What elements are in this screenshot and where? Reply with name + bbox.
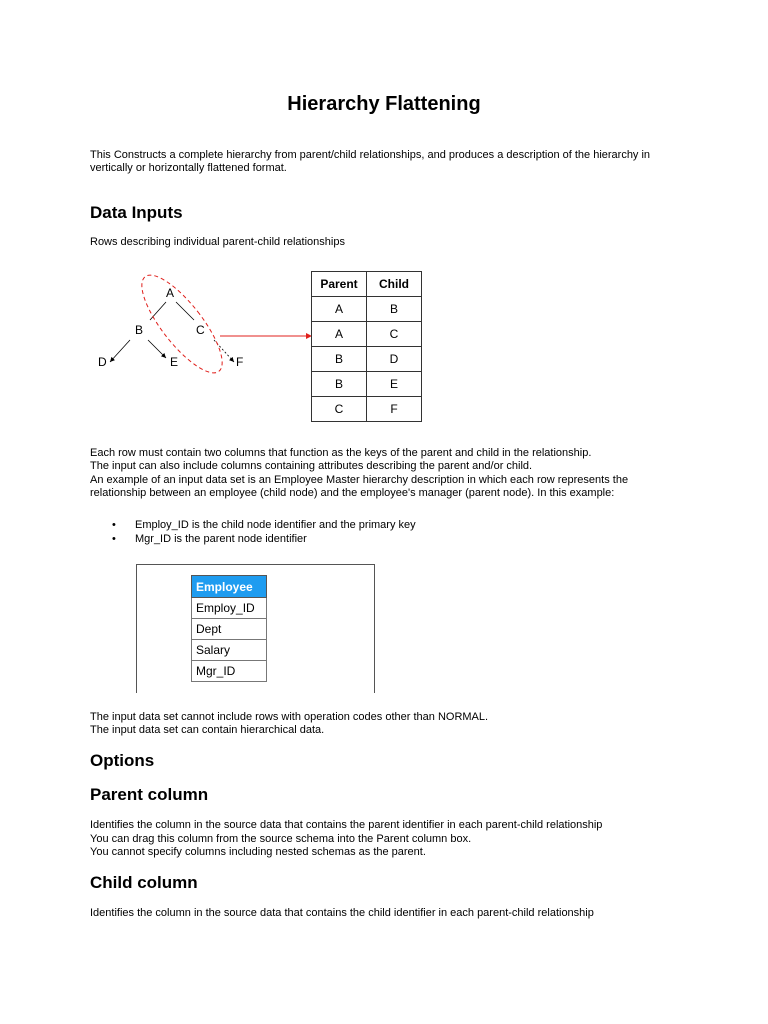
tree-node-f: F	[236, 355, 244, 369]
edge-b-d	[110, 340, 130, 362]
cell-parent: B	[312, 347, 367, 372]
page-title: Hierarchy Flattening	[287, 93, 481, 115]
para-line-3: An example of an input data set is an Employee Master hierarchy description in which each row represents the	[90, 474, 629, 486]
intro-line-1: This Constructs a complete hierarchy from parent/child relationships, and produces a description of the hierarchy in	[90, 149, 651, 161]
tree-node-d: D	[98, 355, 107, 369]
rows-description: Rows describing individual parent-child relationships	[90, 236, 345, 248]
parent-line-1: Identifies the column in the source data that contains the parent identifier in each parent-child relationship	[90, 819, 603, 831]
edge-b-e	[148, 340, 166, 358]
list-item: • Mgr_ID is the parent node identifier	[112, 532, 416, 546]
table-row	[312, 347, 422, 372]
table-row	[312, 372, 422, 397]
employee-table	[191, 575, 267, 682]
para-line-1: Each row must contain two columns that function as the keys of the parent and child in the relationship.	[90, 447, 592, 459]
field-mgr-id: Mgr_ID	[192, 661, 267, 682]
table-row	[192, 640, 267, 661]
parent-child-table	[311, 271, 422, 422]
edge-a-c	[176, 302, 194, 320]
cell-parent: C	[312, 397, 367, 422]
cell-child: E	[367, 372, 422, 397]
tree-node-a: A	[166, 286, 175, 300]
edge-a-b	[150, 302, 166, 320]
field-employ-id: Employ_ID	[192, 598, 267, 619]
cell-child: F	[367, 397, 422, 422]
cell-child: C	[367, 322, 422, 347]
identifier-bullet-list	[112, 518, 416, 546]
cell-parent: A	[312, 297, 367, 322]
table-row	[192, 619, 267, 640]
header-child: Child	[367, 272, 422, 297]
after-line-2: The input data set can contain hierarchical data.	[90, 724, 325, 736]
parent-line-2: You can drag this column from the source schema into the Parent column box.	[90, 833, 472, 845]
heading-child-column: Child column	[90, 873, 198, 892]
heading-parent-column: Parent column	[90, 785, 209, 804]
tree-node-b: B	[135, 323, 144, 337]
highlight-ellipse	[129, 264, 234, 383]
header-parent: Parent	[312, 272, 367, 297]
employee-table-header: Employee	[192, 576, 267, 598]
para-line-4: relationship between an employee (child node) and the employee's manager (parent node). In this example:	[90, 487, 615, 499]
table-row	[192, 598, 267, 619]
cell-parent: B	[312, 372, 367, 397]
cell-parent: A	[312, 322, 367, 347]
table-row	[312, 397, 422, 422]
para-line-2: The input can also include columns containing attributes describing the parent and/or child.	[90, 460, 533, 472]
after-line-1: The input data set cannot include rows with operation codes other than NORMAL.	[90, 711, 489, 723]
table-row	[312, 322, 422, 347]
tree-node-e: E	[170, 355, 179, 369]
parent-line-3: You cannot specify columns including nested schemas as the parent.	[90, 846, 426, 858]
cell-child: D	[367, 347, 422, 372]
heading-options: Options	[90, 751, 155, 770]
field-dept: Dept	[192, 619, 267, 640]
intro-line-2: vertically or horizontally flattened format.	[90, 162, 287, 174]
employee-schema-frame	[136, 564, 375, 693]
field-salary: Salary	[192, 640, 267, 661]
list-item: • Employ_ID is the child node identifier and the primary key	[112, 518, 416, 532]
cell-child: B	[367, 297, 422, 322]
heading-data-inputs: Data Inputs	[90, 203, 183, 222]
table-row	[192, 661, 267, 682]
child-line-1: Identifies the column in the source data that contains the child identifier in each parent-child relationship	[90, 907, 594, 919]
table-row	[312, 297, 422, 322]
tree-node-c: C	[196, 323, 205, 337]
